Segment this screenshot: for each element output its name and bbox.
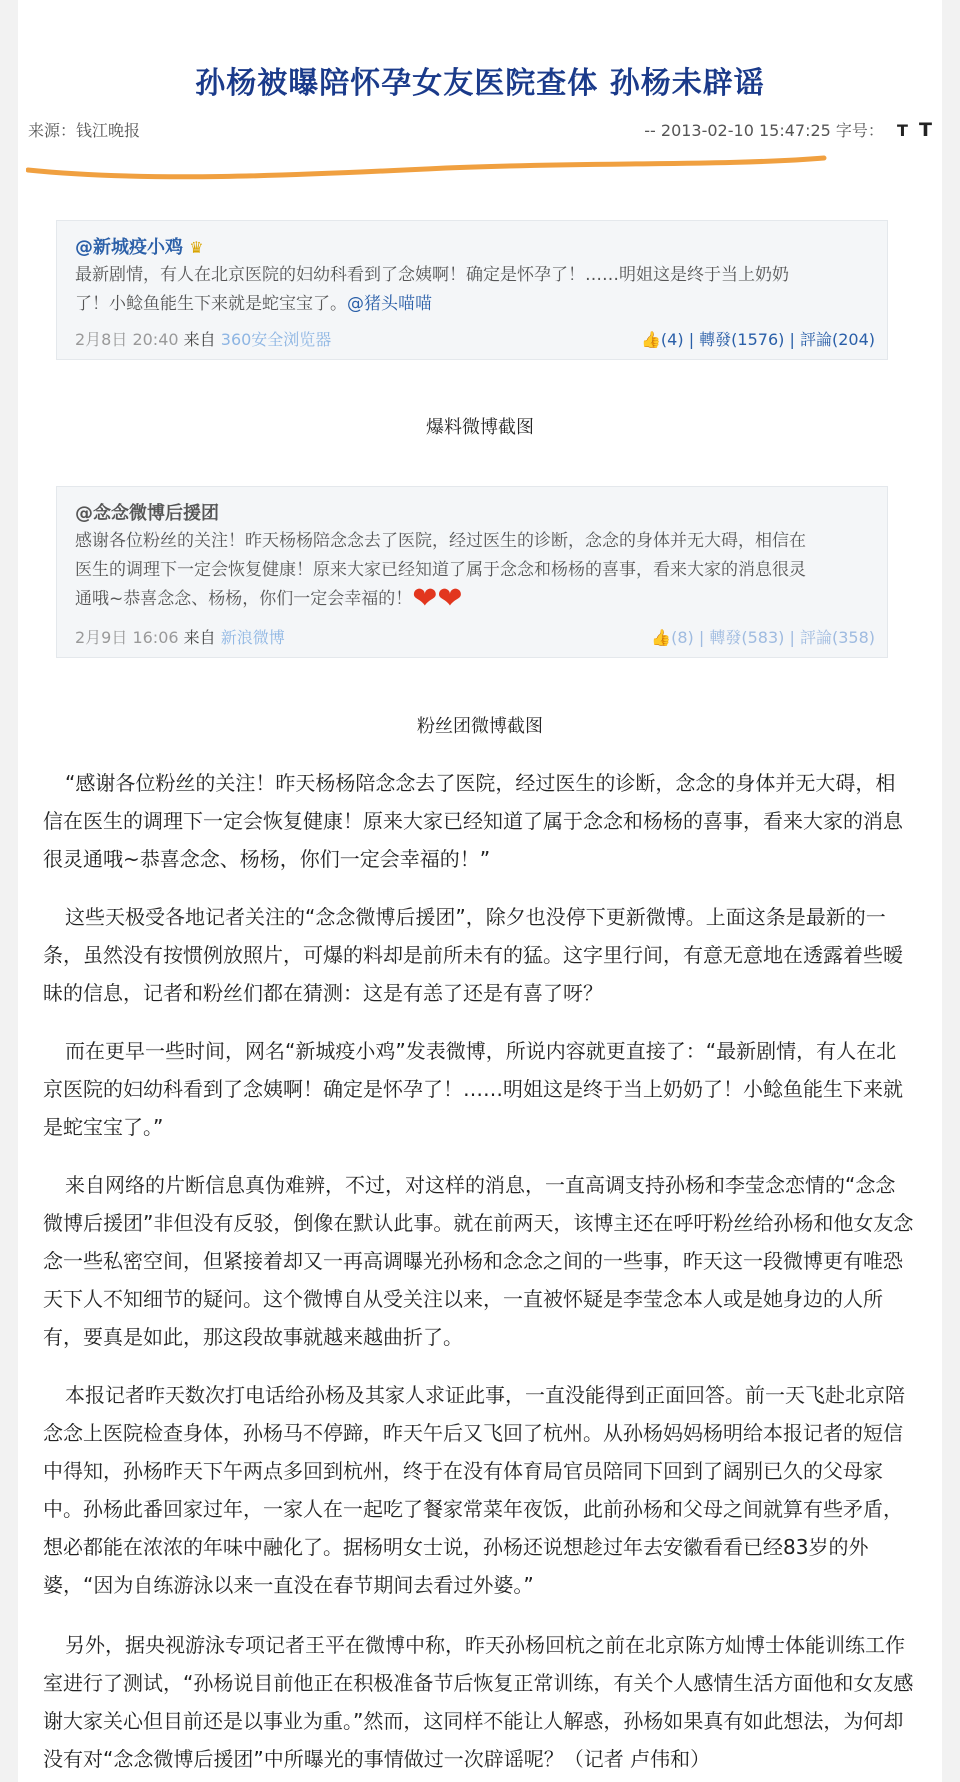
font-large-button[interactable]: T <box>919 119 932 141</box>
paragraph-1: “感谢各位粉丝的关注！昨天杨杨陪念念去了医院，经过医生的诊断，念念的身体并无大碍，相信在医生的调理下一定会恢复健康！原来大家已经知道了属于念念和杨杨的喜事，看来大家的消息很灵通哦~恭喜念念、杨杨，你们一定会幸福的！” <box>43 771 903 871</box>
thumbs-up-icon[interactable]: 👍 <box>651 628 672 647</box>
article-title: 孙杨被曝陪怀孕女友医院查体 孙杨未辟谣 <box>195 66 765 101</box>
paragraph-3: 而在更早一些时间，网名“新城疫小鸡”发表微博，所说内容就更直接了：“最新剧情，有人在北京医院的妇幼科看到了念姨啊！确定是怀孕了！……明姐这是终于当上奶奶了！小鲶鱼能生下来就是蛇宝宝了。” <box>43 1039 903 1139</box>
hearts-icon: ❤❤ <box>412 581 463 616</box>
paragraph-4: 来自网络的片断信息真伪难辨，不过，对这样的消息，一直高调支持孙杨和李莹念恋情的“念念微博后援团”非但没有反驳，倒像在默认此事。就在前两天，该博主还在呼吁粉丝给孙杨和他女友念念一些私密空间，但紧接着却又一再高调曝光孙杨和念念之间的一些事，昨天这一段微博更有唯恐天下人不知细节的疑问。这个微博自从受关注以来，一直被怀疑是李莹念本人或是她身边的人所有，要真是如此，那这段故事就越来越曲折了。 <box>43 1173 914 1349</box>
weibo-text: 感谢各位粉丝的关注！昨天杨杨陪念念去了医院，经过医生的诊断，念念的身体并无大碍，相信在 医生的调理下一定会恢复健康！原来大家已经知道了属于念念和杨杨的喜事，看来大家的消息很灵 通哦~恭喜念念、杨杨，你们一定会幸福的！❤❤ <box>75 531 806 616</box>
paragraph-2: 这些天极受各地记者关注的“念念微博后援团”，除夕也没停下更新微博。上面这条是最新的一条，虽然没有按惯例放照片，可爆的料却是前所未有的猛。这字里行间，有意无意地在透露着些暧昧的信息，记者和粉丝们都在猜测：这是有恙了还是有喜了呀？ <box>43 905 903 1005</box>
weibo-app-link[interactable]: 新浪微博 <box>220 628 285 647</box>
repost-link[interactable]: 轉發(1576) <box>699 330 785 349</box>
paragraph-5: 本报记者昨天数次打电话给孙杨及其家人求证此事，一直没能得到正面回答。前一天飞赴北京陪念念上医院检查身体，孙杨马不停蹄，昨天午后又飞回了杭州。从孙杨妈妈杨明给本报记者的短信中得知，孙杨昨天下午两点多回到杭州，终于在没有体育局官员陪同下回到了阔别已久的父母家中。孙杨此番回家过年，一家人在一起吃了餐家常菜年夜饭，此前孙杨和父母之间就算有些矛盾，想必都能在浓浓的年味中融化了。据杨明女士说，孙杨还说想趁过年去安徽看看已经83岁的外婆，“因为自练游泳以来一直没在春节期间去看过外婆。” <box>43 1383 905 1597</box>
article-source: 来源：钱江晚报 <box>28 121 141 140</box>
hand-drawn-underline <box>26 152 926 182</box>
weibo-screenshot-2 <box>56 486 888 658</box>
article-datetime: -- 2013-02-10 15:47:25 <box>644 121 831 140</box>
like-count[interactable]: (4) <box>660 330 684 349</box>
like-count[interactable]: (8) <box>671 628 694 647</box>
comment-link[interactable]: 評論(358) <box>799 628 875 647</box>
weibo-time: 2月8日 20:40 <box>75 330 179 349</box>
font-small-button[interactable]: T <box>897 121 908 140</box>
weibo-app-link[interactable]: 360安全浏览器 <box>220 330 332 349</box>
weibo-screenshot-1 <box>56 220 888 360</box>
weibo-actions: 👍(4) | 轉發(1576) | 評論(204) <box>641 330 875 349</box>
article-meta-right <box>644 118 932 141</box>
article-page <box>18 0 942 1782</box>
comment-link[interactable]: 評論(204) <box>799 330 875 349</box>
repost-link[interactable]: 轉發(583) <box>709 628 785 647</box>
crown-icon: ♛ <box>189 238 204 257</box>
weibo-user[interactable]: @新城疫小鸡 ♛ <box>75 237 204 258</box>
weibo-text: 最新剧情，有人在北京医院的妇幼科看到了念姨啊！确定是怀孕了！……明姐这是终于当上奶奶 了！小鲶鱼能生下来就是蛇宝宝了。@猪头喵喵 <box>75 265 789 314</box>
paragraph-6: 另外，据央视游泳专项记者王平在微博中称，昨天孙杨回杭之前在北京陈方灿博士体能训练工作室进行了测试，“孙杨说目前他正在积极准备节后恢复正常训练，有关个人感情生活方面他和女友感谢大家关心但目前还是以事业为重。”然而，这同样不能让人解惑，孙杨如果真有如此想法，为何却没有对“念念微博后援团”中所曝光的事情做过一次辟谣呢？（记者 卢伟和） <box>43 1633 914 1771</box>
caption-2: 粉丝团微博截图 <box>417 716 543 737</box>
caption-1: 爆料微博截图 <box>426 417 534 438</box>
font-size-label: 字号： <box>835 121 884 140</box>
weibo-from: 来自 <box>183 628 216 647</box>
weibo-mention[interactable]: @猪头喵喵 <box>347 294 432 314</box>
weibo-user[interactable]: @念念微博后援团 <box>75 503 219 524</box>
weibo-time: 2月9日 16:06 <box>75 628 179 647</box>
weibo-actions: 👍(8) | 轉發(583) | 評論(358) <box>651 628 875 647</box>
article-meta <box>28 118 932 144</box>
weibo-footer <box>75 327 875 350</box>
thumbs-up-icon[interactable]: 👍 <box>641 330 661 349</box>
weibo-from: 来自 <box>183 330 216 349</box>
weibo-footer <box>75 625 875 648</box>
